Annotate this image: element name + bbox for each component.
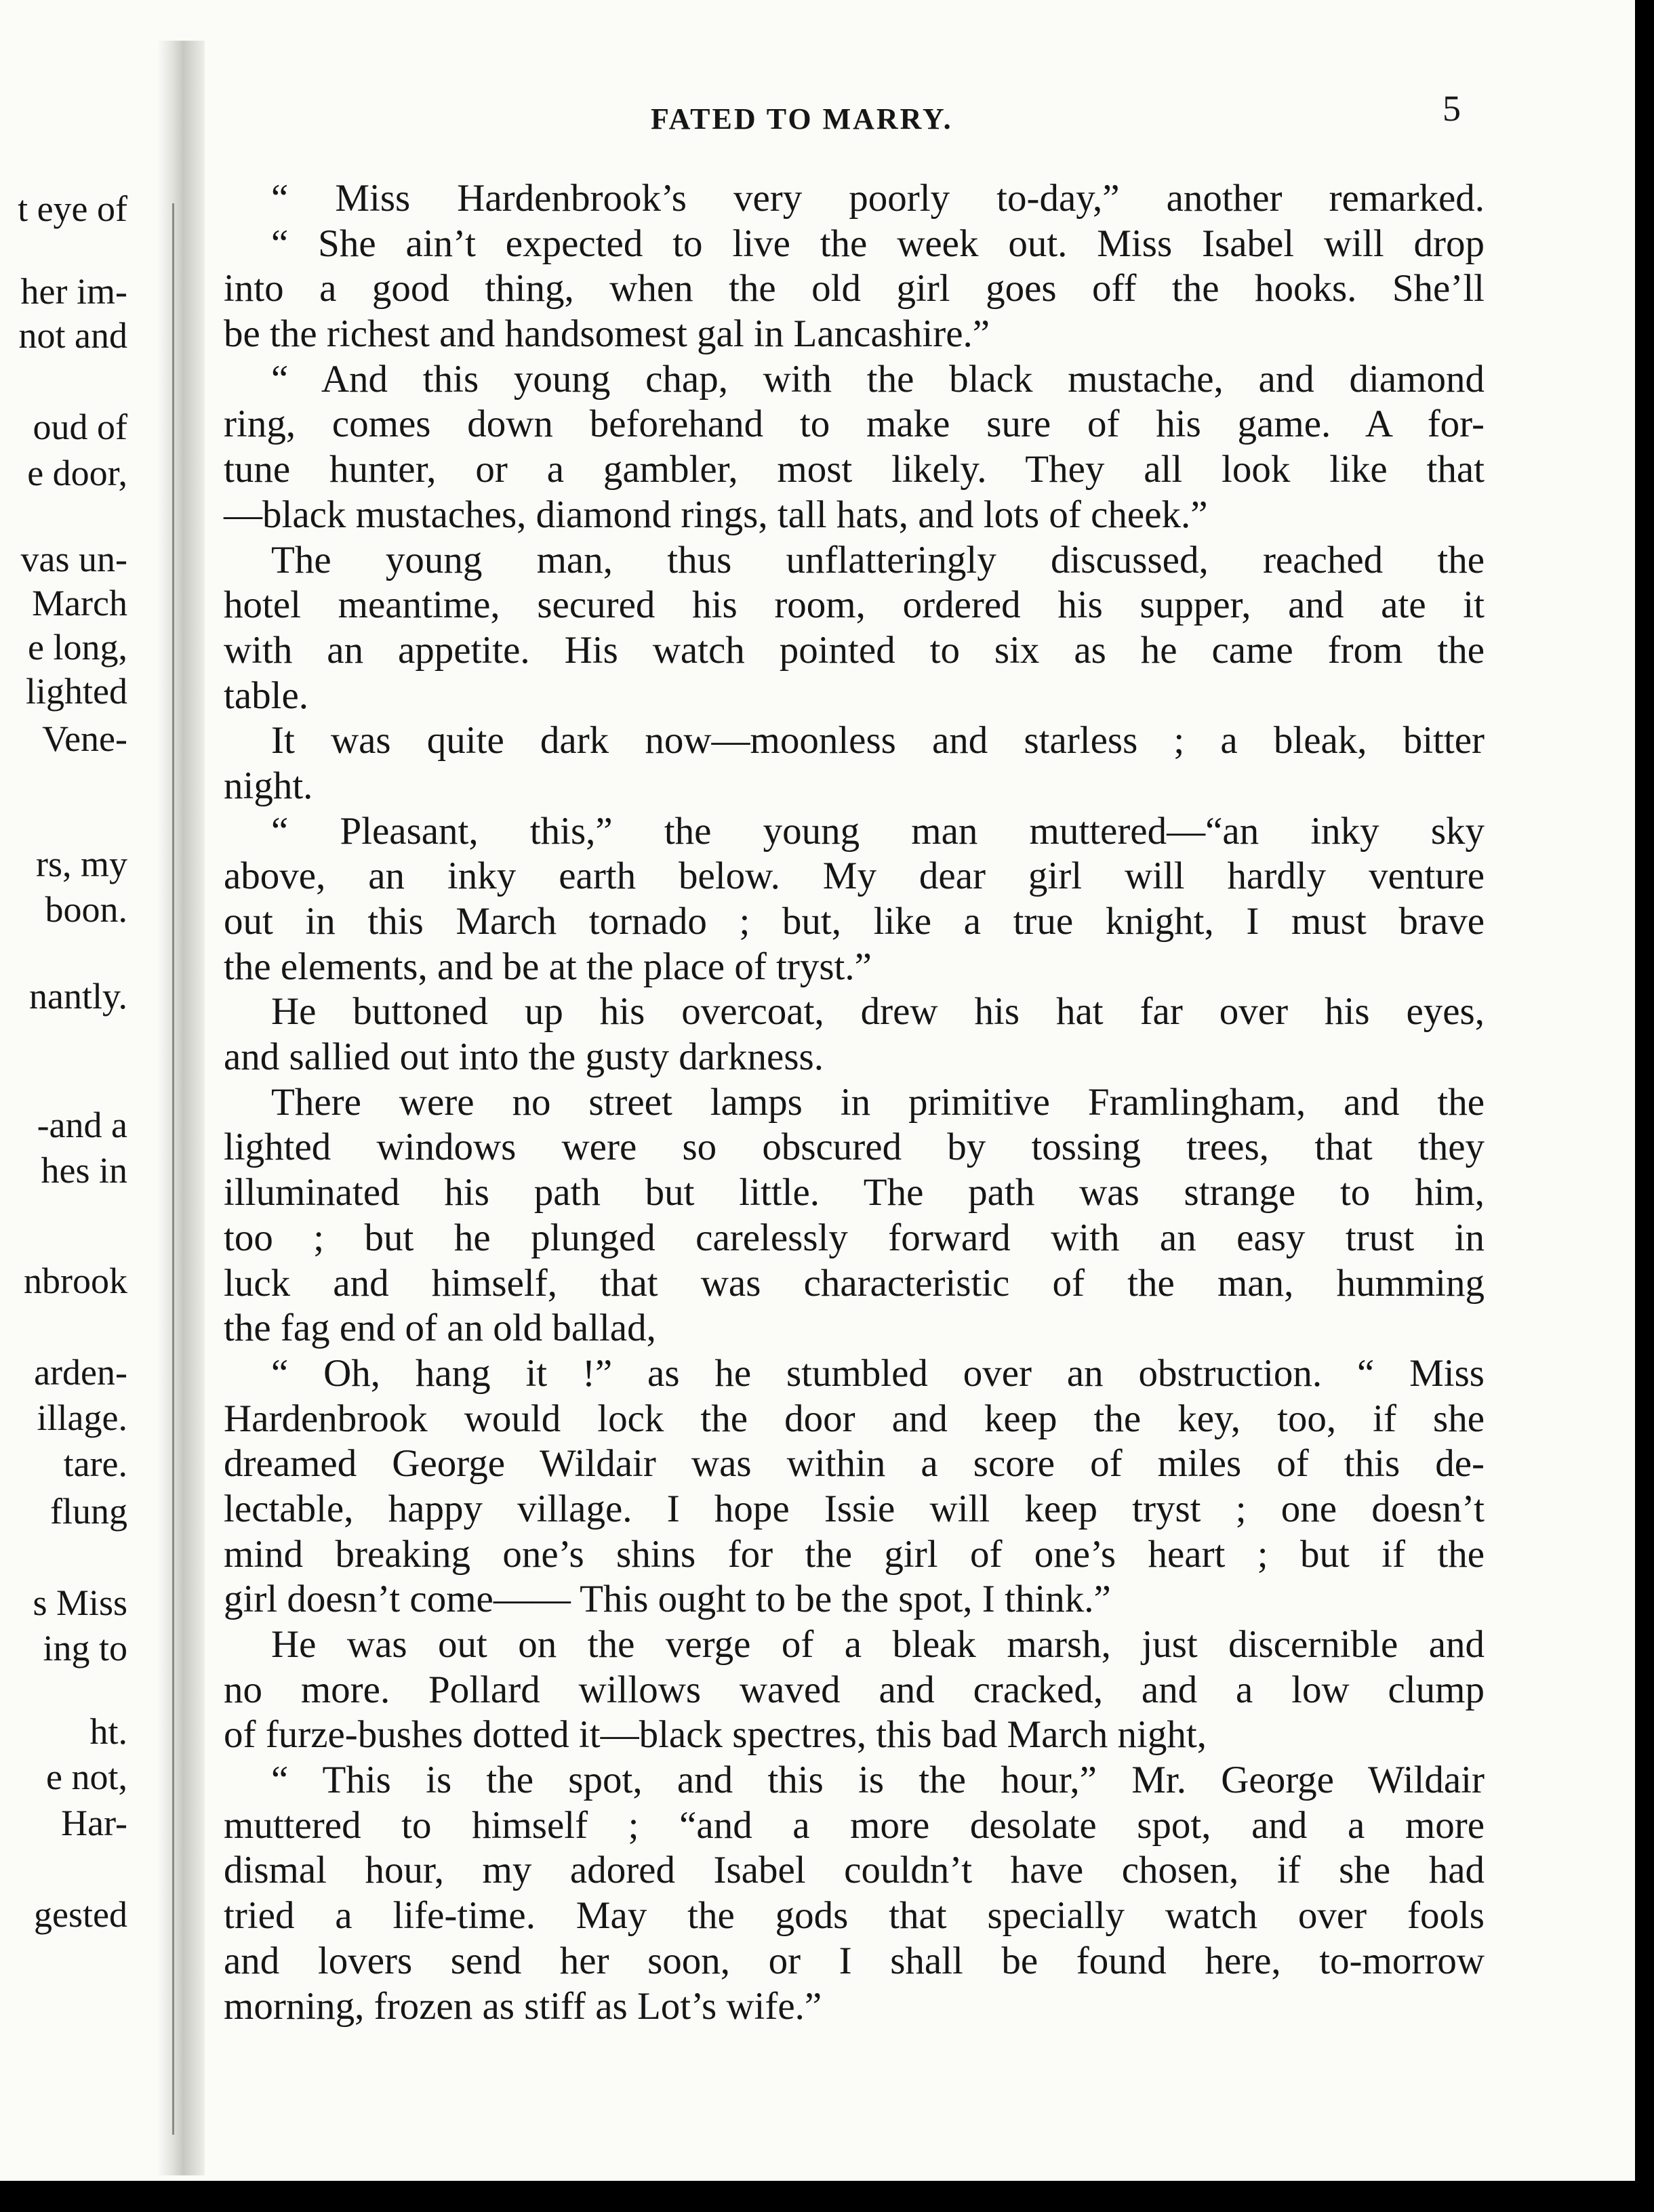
body-line: with an appetite. His watch pointed to six as he came from the xyxy=(224,628,1485,672)
book-gutter xyxy=(157,41,205,2175)
left-fragment-line: nbrook xyxy=(24,1261,127,1301)
left-fragment-line: boon. xyxy=(45,889,127,930)
body-line: “ Pleasant, this,” the young man muttered—“an inky sky xyxy=(271,809,1485,853)
left-fragment-line: nantly. xyxy=(29,976,127,1017)
left-fragment-line: flung xyxy=(50,1491,127,1532)
left-fragment-line: oud of xyxy=(33,407,127,447)
running-head: FATED TO MARRY. xyxy=(651,102,953,136)
body-line: the fag end of an old ballad, xyxy=(224,1307,656,1350)
body-line: “ She ain’t expected to live the week out. Miss Isabel will drop xyxy=(271,222,1485,265)
body-line: of furze-bushes dotted it—black spectres, this bad March night, xyxy=(224,1713,1207,1757)
left-fragment-line: ing to xyxy=(43,1628,127,1668)
body-line: “ And this young chap, with the black mustache, and diamond xyxy=(271,357,1485,401)
body-line: girl doesn’t come—— This ought to be the spot, I think.” xyxy=(224,1578,1111,1621)
body-line: dreamed George Wildair was within a score of miles of this de- xyxy=(224,1442,1485,1486)
body-line: hotel meantime, secured his room, ordered his supper, and ate it xyxy=(224,583,1485,627)
left-fragment-line: not and xyxy=(18,315,127,356)
left-fragment-line: e not, xyxy=(46,1757,127,1797)
body-line: mind breaking one’s shins for the girl of one’s heart ; but if the xyxy=(224,1532,1485,1576)
left-fragment-line: -and a xyxy=(37,1105,127,1145)
page-number: 5 xyxy=(1443,88,1461,129)
body-line: into a good thing, when the old girl goes off the hooks. She’ll xyxy=(224,267,1485,310)
left-fragment-line: ht. xyxy=(89,1711,127,1752)
body-line: dismal hour, my adored Isabel couldn’t have chosen, if she had xyxy=(224,1849,1485,1892)
left-fragment-line: s Miss xyxy=(33,1582,127,1623)
body-line: illuminated his path but little. The path was strange to him, xyxy=(224,1171,1485,1214)
left-fragment-line: hes in xyxy=(41,1150,127,1191)
left-fragment-line: illage. xyxy=(37,1397,127,1438)
body-line: “ This is the spot, and this is the hour,” Mr. George Wildair xyxy=(271,1759,1485,1802)
body-line: It was quite dark now—moonless and starless ; a bleak, bitter xyxy=(271,719,1485,762)
left-fragment-line: vas un- xyxy=(20,539,127,579)
body-line: above, an inky earth below. My dear girl will hardly venture xyxy=(224,855,1485,898)
left-page-fragment xyxy=(0,0,163,2181)
left-fragment-line: March xyxy=(32,583,127,623)
body-line: There were no street lamps in primitive Framlingham, and the xyxy=(271,1080,1485,1124)
body-line: lighted windows were so obscured by tossing trees, that they xyxy=(224,1126,1485,1169)
left-fragment-line: t eye of xyxy=(18,188,127,229)
gutter-shadow-line xyxy=(172,203,174,2135)
body-line: too ; but he plunged carelessly forward with an easy trust in xyxy=(224,1216,1485,1259)
body-line: He was out on the verge of a bleak marsh, just discernible and xyxy=(271,1623,1485,1666)
body-line: the elements, and be at the place of tryst.” xyxy=(224,945,872,988)
body-line: night. xyxy=(224,764,313,807)
left-fragment-line: Har- xyxy=(61,1803,127,1843)
left-fragment-line: lighted xyxy=(26,671,127,712)
body-line: He buttoned up his overcoat, drew his hat far over his eyes, xyxy=(271,990,1485,1033)
body-line: The young man, thus unflatteringly discussed, reached the xyxy=(271,538,1485,581)
body-line: muttered to himself ; “and a more desolate spot, and a more xyxy=(224,1803,1485,1847)
body-line: Hardenbrook would lock the door and keep the key, too, if she xyxy=(224,1397,1485,1440)
body-text xyxy=(224,176,1485,2029)
body-line: “ Oh, hang it !” as he stumbled over an obstruction. “ Miss xyxy=(271,1351,1485,1395)
body-line: and lovers send her soon, or I shall be found here, to-morrow xyxy=(224,1939,1485,1982)
body-line: no more. Pollard willows waved and cracked, and a low clump xyxy=(224,1668,1485,1711)
left-fragment-line: e door, xyxy=(27,453,127,493)
body-line: —black mustaches, diamond rings, tall hats, and lots of cheek.” xyxy=(224,493,1208,536)
body-line: luck and himself, that was characteristic of the man, humming xyxy=(224,1261,1485,1305)
left-fragment-line: Vene- xyxy=(42,718,127,759)
body-line: ring, comes down beforehand to make sure of his game. A for- xyxy=(224,403,1485,446)
left-fragment-line: her im- xyxy=(20,271,127,312)
body-line: table. xyxy=(224,674,309,717)
body-line: out in this March tornado ; but, like a true knight, I must brave xyxy=(224,900,1485,943)
body-line: and sallied out into the gusty darkness. xyxy=(224,1036,824,1079)
left-fragment-line: arden- xyxy=(34,1352,127,1393)
body-line: be the richest and handsomest gal in Lancashire.” xyxy=(224,312,990,356)
body-line: “ Miss Hardenbrook’s very poorly to-day,” another remarked. xyxy=(271,177,1485,220)
left-fragment-line: gested xyxy=(34,1894,127,1935)
body-line: lectable, happy village. I hope Issie will keep tryst ; one doesn’t xyxy=(224,1487,1485,1530)
body-line: tried a life-time. May the gods that specially watch over fools xyxy=(224,1894,1485,1938)
left-fragment-line: rs, my xyxy=(36,844,127,884)
left-fragment-line: e long, xyxy=(28,627,127,668)
body-line: morning, frozen as stiff as Lot’s wife.” xyxy=(224,1984,822,2028)
body-line: tune hunter, or a gambler, most likely. They all look like that xyxy=(224,448,1485,491)
left-fragment-line: tare. xyxy=(63,1443,127,1484)
